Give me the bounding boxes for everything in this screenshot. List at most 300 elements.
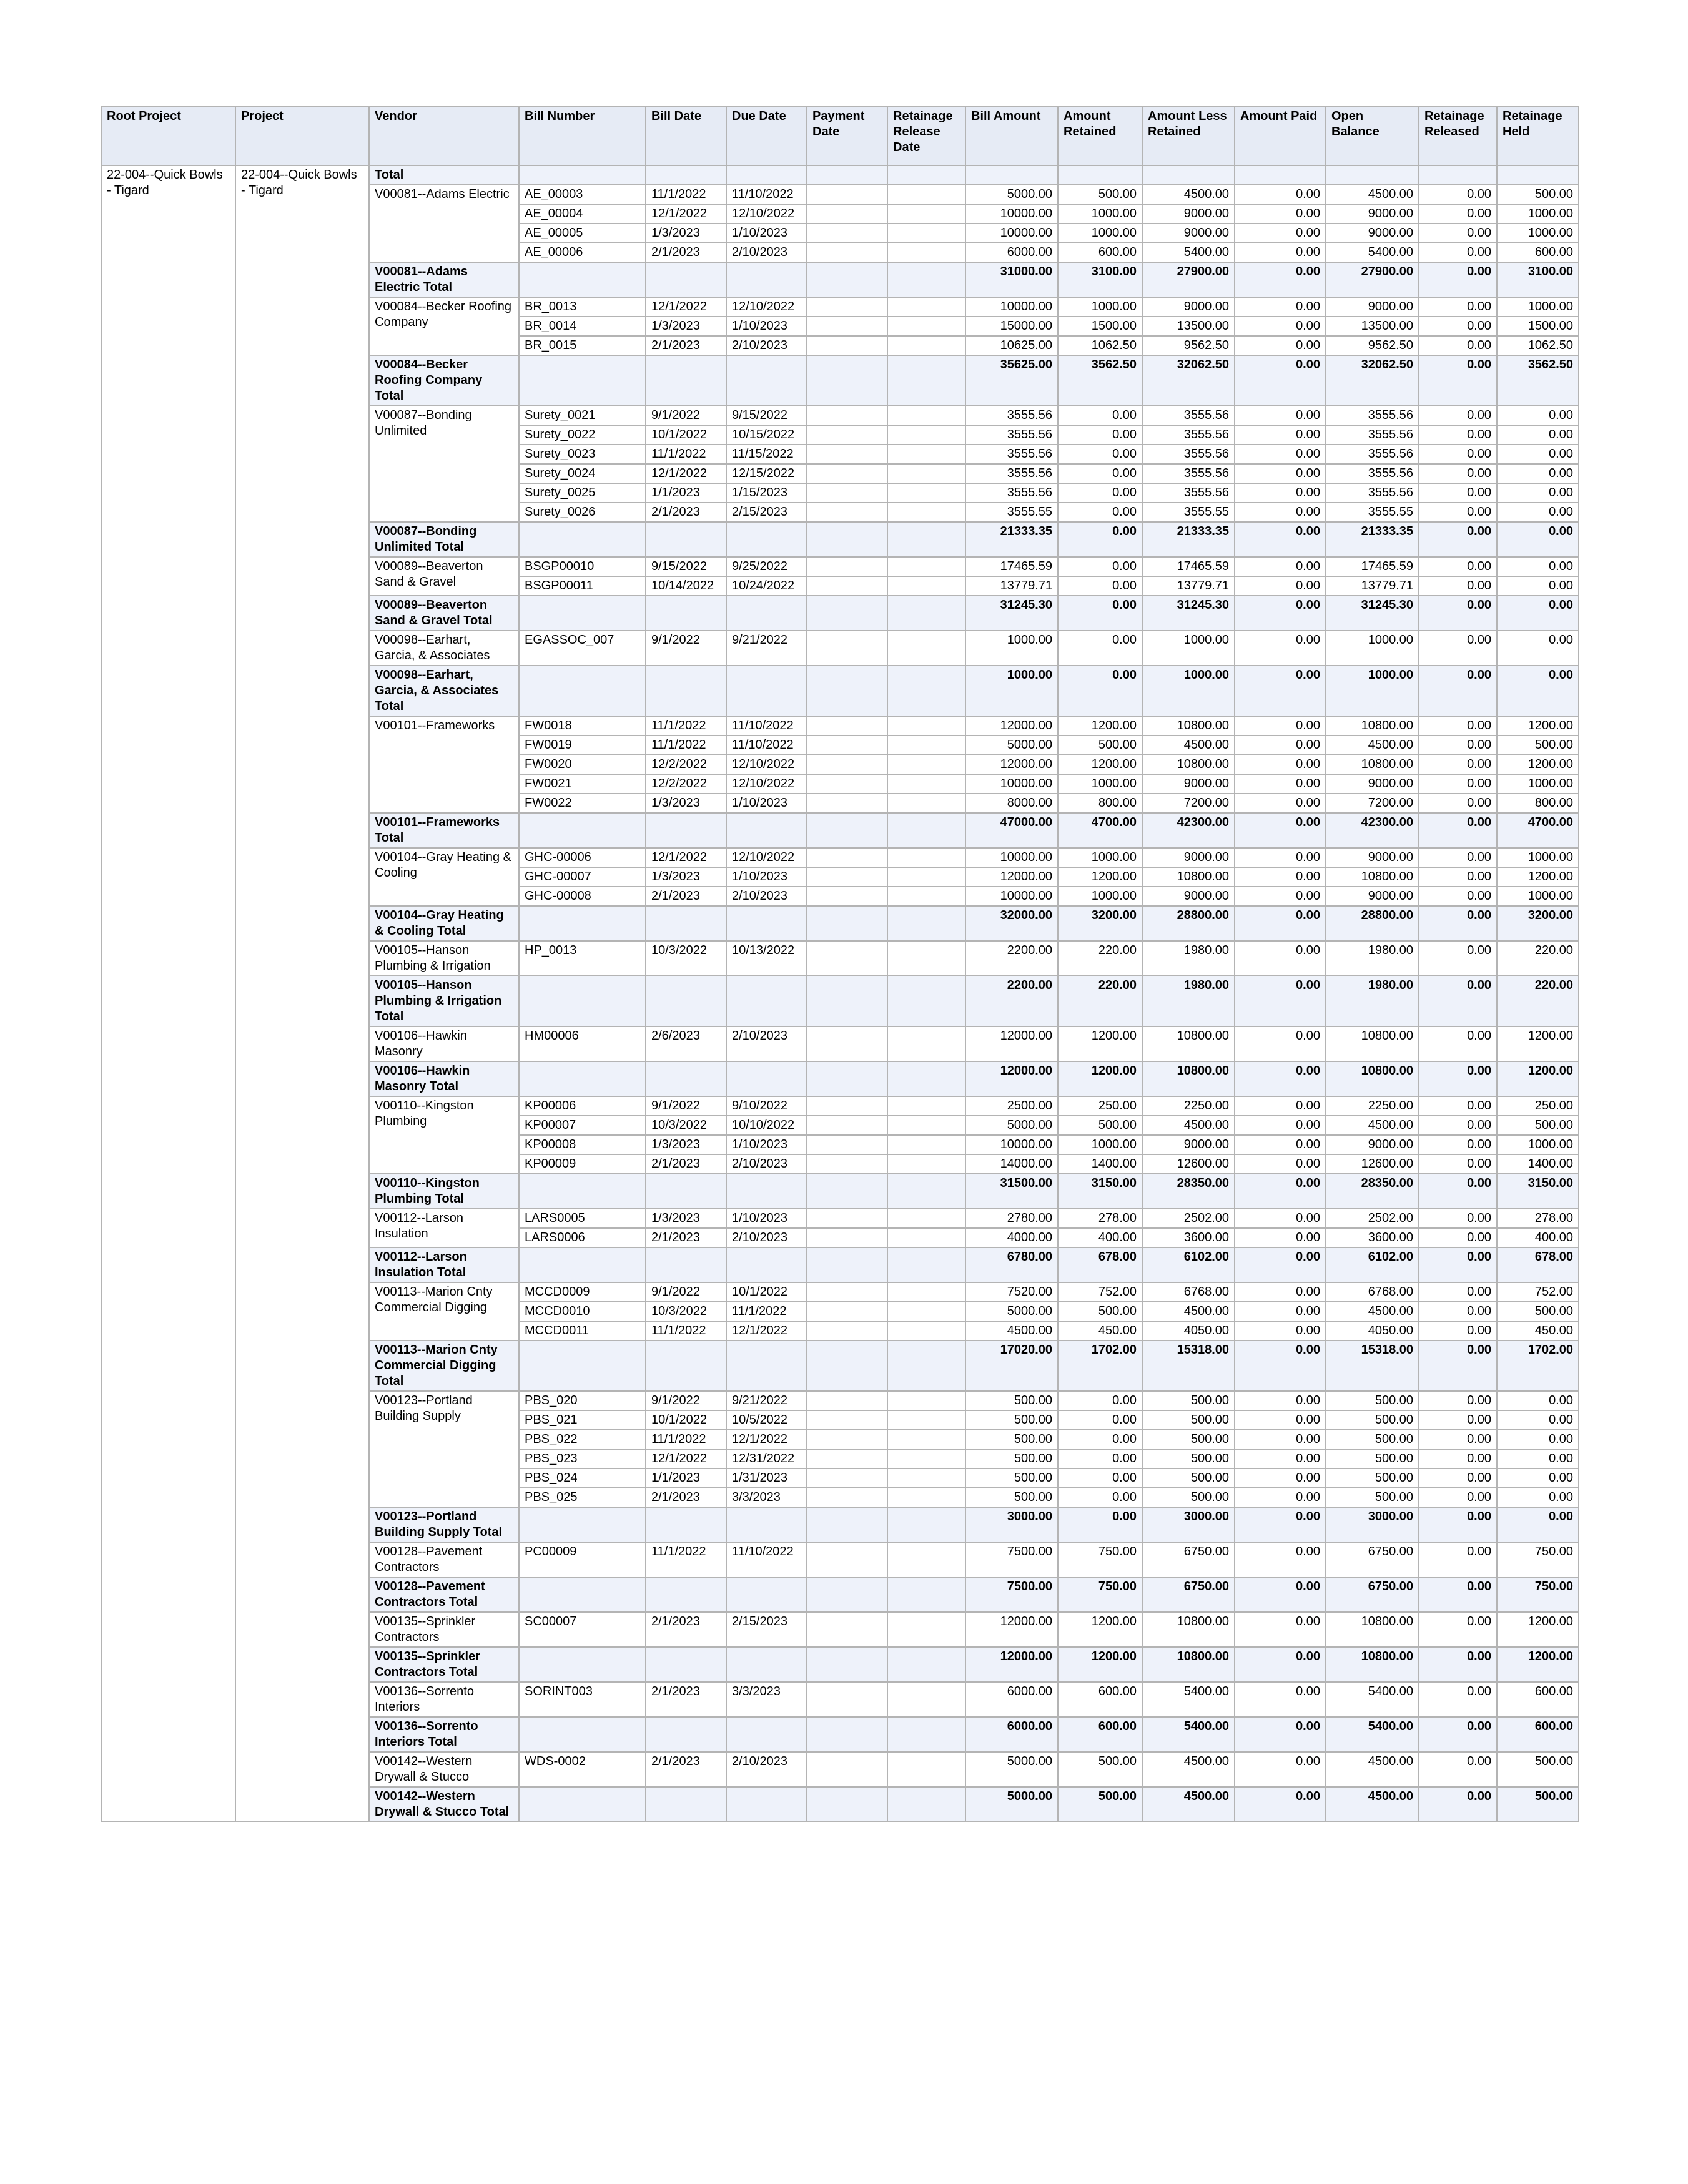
amount-paid-cell: 0.00: [1235, 1449, 1326, 1468]
retainage-held-cell: 800.00: [1497, 794, 1579, 813]
bill-amount-cell: 10000.00: [965, 848, 1058, 867]
empty-cell: [519, 522, 646, 557]
amount-retained-cell: 0.00: [1058, 557, 1142, 576]
open-balance-cell: 3555.56: [1326, 483, 1419, 503]
bill-date-cell: 9/1/2022: [646, 631, 726, 666]
vendor-name-cell: V00105--Hanson Plumbing & Irrigation: [369, 941, 519, 976]
retainage-held-cell: 1000.00: [1497, 774, 1579, 794]
bill-amount-cell: 6000.00: [965, 243, 1058, 262]
empty-cell: [807, 666, 887, 716]
bill-number-cell: BR_0015: [519, 336, 646, 355]
bill-number-cell: PBS_023: [519, 1449, 646, 1468]
due-date-cell: 11/1/2022: [726, 1302, 807, 1321]
bill-date-cell: 11/1/2022: [646, 716, 726, 735]
amount-retained-cell: 1062.50: [1058, 336, 1142, 355]
retainage-released-cell: 0.00: [1419, 1612, 1497, 1647]
bill-amount-cell: 3555.56: [965, 406, 1058, 425]
open-balance-cell: 9000.00: [1326, 224, 1419, 243]
amount-paid-cell: 0.00: [1235, 848, 1326, 867]
payment-date-cell: [807, 1682, 887, 1717]
payment-date-cell: [807, 631, 887, 666]
amount-less-retained-cell: 4050.00: [1142, 1321, 1235, 1340]
amount-retained-cell: 250.00: [1058, 1096, 1142, 1116]
retainage-released-cell: 0.00: [1419, 1321, 1497, 1340]
amount-paid-total: 0.00: [1235, 1577, 1326, 1612]
amount-paid-cell: 0.00: [1235, 1154, 1326, 1174]
amount-retained-cell: 1400.00: [1058, 1154, 1142, 1174]
vendor-total-label: V00113--Marion Cnty Commercial Digging Total: [369, 1340, 519, 1391]
bill-amount-cell: 5000.00: [965, 1116, 1058, 1135]
amount-retained-cell: 0.00: [1058, 1410, 1142, 1430]
retainage-released-total: 0.00: [1419, 355, 1497, 406]
retainage-released-cell: 0.00: [1419, 941, 1497, 976]
vendor-name-cell: V00128--Pavement Contractors: [369, 1542, 519, 1577]
amount-less-retained-cell: 10800.00: [1142, 867, 1235, 887]
bill-amount-cell: 12000.00: [965, 1026, 1058, 1061]
amount-less-retained-cell: 500.00: [1142, 1468, 1235, 1488]
bill-number-cell: FW0019: [519, 735, 646, 755]
bill-number-cell: PBS_024: [519, 1468, 646, 1488]
bill-date-cell: 2/1/2023: [646, 1488, 726, 1507]
bill-date-cell: 1/3/2023: [646, 867, 726, 887]
bill-number-cell: KP00007: [519, 1116, 646, 1135]
due-date-cell: 11/10/2022: [726, 1542, 807, 1577]
bill-number-cell: AE_00006: [519, 243, 646, 262]
amount-paid-cell: 0.00: [1235, 735, 1326, 755]
open-balance-total: 21333.35: [1326, 522, 1419, 557]
due-date-cell: 10/24/2022: [726, 576, 807, 596]
due-date-cell: 11/15/2022: [726, 445, 807, 464]
open-balance-cell: 13779.71: [1326, 576, 1419, 596]
open-balance-cell: 500.00: [1326, 1391, 1419, 1410]
retainage-released-cell: 0.00: [1419, 483, 1497, 503]
amount-paid-total: 0.00: [1235, 1061, 1326, 1096]
amount-retained-total: 220.00: [1058, 976, 1142, 1026]
bill-retainage-report-table: [101, 106, 1579, 1822]
bill-amount-cell: 500.00: [965, 1449, 1058, 1468]
bill-number-cell: FW0022: [519, 794, 646, 813]
bill-amount-cell: 7500.00: [965, 1542, 1058, 1577]
amount-retained-cell: 500.00: [1058, 735, 1142, 755]
bill-amount-cell: 5000.00: [965, 1302, 1058, 1321]
amount-paid-cell: 0.00: [1235, 297, 1326, 317]
payment-date-cell: [807, 1488, 887, 1507]
open-balance-total: 4500.00: [1326, 1787, 1419, 1822]
column-header-due-date[interactable]: Due Date: [726, 107, 807, 165]
due-date-cell: 2/10/2023: [726, 1752, 807, 1787]
bill-date-cell: 2/1/2023: [646, 1612, 726, 1647]
retainage-released-cell: 0.00: [1419, 1430, 1497, 1449]
amount-retained-total: 3100.00: [1058, 262, 1142, 297]
payment-date-cell: [807, 224, 887, 243]
bill-number-cell: EGASSOC_007: [519, 631, 646, 666]
retainage-release-date-cell: [887, 1391, 965, 1410]
due-date-cell: 1/10/2023: [726, 794, 807, 813]
open-balance-total: 10800.00: [1326, 1061, 1419, 1096]
empty-cell: [519, 906, 646, 941]
amount-retained-total: 3150.00: [1058, 1174, 1142, 1209]
amount-paid-cell: 0.00: [1235, 1391, 1326, 1410]
amount-retained-cell: 0.00: [1058, 1488, 1142, 1507]
bill-amount-cell: 15000.00: [965, 317, 1058, 336]
retainage-held-cell: 400.00: [1497, 1228, 1579, 1247]
amount-retained-total: 1200.00: [1058, 1647, 1142, 1682]
retainage-released-cell: 0.00: [1419, 1682, 1497, 1717]
column-header-root-project[interactable]: Root Project: [101, 107, 235, 165]
amount-paid-cell: 0.00: [1235, 1116, 1326, 1135]
retainage-release-date-cell: [887, 297, 965, 317]
amount-retained-cell: 1000.00: [1058, 774, 1142, 794]
retainage-released-cell: 0.00: [1419, 576, 1497, 596]
amount-less-retained-total: 10800.00: [1142, 1061, 1235, 1096]
amount-retained-cell: 750.00: [1058, 1542, 1142, 1577]
retainage-release-date-cell: [887, 1612, 965, 1647]
payment-date-cell: [807, 204, 887, 224]
column-header-project[interactable]: Project: [235, 107, 369, 165]
amount-retained-cell: 600.00: [1058, 1682, 1142, 1717]
amount-retained-cell: 450.00: [1058, 1321, 1142, 1340]
empty-cell: [726, 666, 807, 716]
empty-cell: [726, 1061, 807, 1096]
empty-cell: [726, 355, 807, 406]
empty-cell: [519, 1174, 646, 1209]
empty-cell: [519, 813, 646, 848]
amount-paid-cell: 0.00: [1235, 1135, 1326, 1154]
retainage-released-total: 0.00: [1419, 1507, 1497, 1542]
vendor-total-label: V00081--Adams Electric Total: [369, 262, 519, 297]
column-header-bill-amount[interactable]: Bill Amount: [965, 107, 1058, 165]
amount-paid-cell: 0.00: [1235, 406, 1326, 425]
bill-amount-cell: 10000.00: [965, 1135, 1058, 1154]
bill-amount-cell: 5000.00: [965, 1752, 1058, 1787]
retainage-held-cell: 0.00: [1497, 1410, 1579, 1430]
bill-amount-cell: 6000.00: [965, 1682, 1058, 1717]
bill-amount-cell: 10000.00: [965, 297, 1058, 317]
amount-less-retained-total: 1980.00: [1142, 976, 1235, 1026]
column-header-bill-date[interactable]: Bill Date: [646, 107, 726, 165]
empty-cell: [646, 165, 726, 185]
bill-date-cell: 2/1/2023: [646, 1682, 726, 1717]
empty-cell: [519, 1247, 646, 1282]
bill-amount-cell: 17465.59: [965, 557, 1058, 576]
retainage-held-cell: 0.00: [1497, 503, 1579, 522]
due-date-cell: 12/1/2022: [726, 1321, 807, 1340]
open-balance-cell: 7200.00: [1326, 794, 1419, 813]
amount-retained-cell: 1200.00: [1058, 867, 1142, 887]
retainage-held-cell: 0.00: [1497, 576, 1579, 596]
retainage-held-cell: 0.00: [1497, 1468, 1579, 1488]
retainage-release-date-cell: [887, 631, 965, 666]
column-header-amount-paid[interactable]: Amount Paid: [1235, 107, 1326, 165]
empty-cell: [726, 976, 807, 1026]
retainage-released-total: 0.00: [1419, 1577, 1497, 1612]
amount-paid-cell: 0.00: [1235, 204, 1326, 224]
payment-date-cell: [807, 755, 887, 774]
amount-paid-cell: 0.00: [1235, 867, 1326, 887]
bill-amount-cell: 13779.71: [965, 576, 1058, 596]
empty-cell: [807, 813, 887, 848]
bill-amount-cell: 12000.00: [965, 716, 1058, 735]
retainage-held-total: 220.00: [1497, 976, 1579, 1026]
due-date-cell: 2/10/2023: [726, 1026, 807, 1061]
due-date-cell: 9/21/2022: [726, 1391, 807, 1410]
empty-cell: [887, 522, 965, 557]
bill-amount-cell: 4000.00: [965, 1228, 1058, 1247]
retainage-released-cell: 0.00: [1419, 445, 1497, 464]
empty-cell: [646, 1247, 726, 1282]
bill-number-cell: BR_0013: [519, 297, 646, 317]
open-balance-cell: 500.00: [1326, 1449, 1419, 1468]
column-header-open-balance[interactable]: Open Balance: [1326, 107, 1419, 165]
vendor-name-cell: V00106--Hawkin Masonry: [369, 1026, 519, 1061]
due-date-cell: 2/10/2023: [726, 243, 807, 262]
amount-paid-cell: 0.00: [1235, 716, 1326, 735]
amount-paid-cell: 0.00: [1235, 317, 1326, 336]
empty-cell: [887, 1717, 965, 1752]
retainage-held-cell: 0.00: [1497, 1449, 1579, 1468]
retainage-released-cell: 0.00: [1419, 204, 1497, 224]
payment-date-cell: [807, 243, 887, 262]
open-balance-cell: 500.00: [1326, 1468, 1419, 1488]
amount-less-retained-cell: 9000.00: [1142, 1135, 1235, 1154]
amount-less-retained-cell: 12600.00: [1142, 1154, 1235, 1174]
retainage-released-total: 0.00: [1419, 813, 1497, 848]
bill-date-cell: 10/3/2022: [646, 941, 726, 976]
empty-cell: [726, 522, 807, 557]
open-balance-cell: 4500.00: [1326, 185, 1419, 204]
grand-total-row: [101, 165, 1579, 185]
amount-retained-total: 0.00: [1058, 1507, 1142, 1542]
root-project-cell: 22-004--Quick Bowls - Tigard: [101, 165, 235, 1822]
vendor-total-label: V00142--Western Drywall & Stucco Total: [369, 1787, 519, 1822]
vendor-total-label: V00084--Becker Roofing Company Total: [369, 355, 519, 406]
payment-date-cell: [807, 1391, 887, 1410]
project-cell: 22-004--Quick Bowls - Tigard: [235, 165, 369, 1822]
retainage-released-cell: 0.00: [1419, 887, 1497, 906]
bill-number-cell: SC00007: [519, 1612, 646, 1647]
due-date-cell: 2/10/2023: [726, 336, 807, 355]
amount-retained-cell: 1000.00: [1058, 204, 1142, 224]
bill-amount-cell: 2500.00: [965, 1096, 1058, 1116]
amount-paid-cell: 0.00: [1235, 576, 1326, 596]
amount-less-retained-cell: 6750.00: [1142, 1542, 1235, 1577]
retainage-released-total: 0.00: [1419, 262, 1497, 297]
retainage-held-cell: 1200.00: [1497, 1612, 1579, 1647]
amount-less-retained-cell: 1980.00: [1142, 941, 1235, 976]
open-balance-cell: 500.00: [1326, 1410, 1419, 1430]
retainage-released-cell: 0.00: [1419, 224, 1497, 243]
retainage-release-date-cell: [887, 464, 965, 483]
column-header-vendor[interactable]: Vendor: [369, 107, 519, 165]
amount-retained-cell: 0.00: [1058, 1430, 1142, 1449]
amount-paid-cell: 0.00: [1235, 425, 1326, 445]
amount-less-retained-total: 1000.00: [1142, 666, 1235, 716]
retainage-held-cell: 750.00: [1497, 1542, 1579, 1577]
amount-less-retained-cell: 10800.00: [1142, 1026, 1235, 1061]
bill-number-cell: PBS_025: [519, 1488, 646, 1507]
column-header-bill-number[interactable]: Bill Number: [519, 107, 646, 165]
empty-cell: [646, 906, 726, 941]
retainage-released-total: 0.00: [1419, 1247, 1497, 1282]
due-date-cell: 9/25/2022: [726, 557, 807, 576]
bill-amount-total: 17020.00: [965, 1340, 1058, 1391]
amount-less-retained-cell: 3555.55: [1142, 503, 1235, 522]
amount-less-retained-cell: 4500.00: [1142, 1116, 1235, 1135]
bill-amount-cell: 1000.00: [965, 631, 1058, 666]
retainage-release-date-cell: [887, 774, 965, 794]
payment-date-cell: [807, 1430, 887, 1449]
amount-paid-cell: 0.00: [1235, 794, 1326, 813]
empty-cell: [519, 262, 646, 297]
bill-number-cell: KP00006: [519, 1096, 646, 1116]
bill-number-cell: KP00008: [519, 1135, 646, 1154]
bill-amount-cell: 3555.56: [965, 445, 1058, 464]
amount-paid-total: 0.00: [1235, 596, 1326, 631]
bill-amount-cell: 5000.00: [965, 185, 1058, 204]
retainage-held-cell: 1500.00: [1497, 317, 1579, 336]
empty-cell: [807, 1061, 887, 1096]
amount-retained-cell: 1500.00: [1058, 317, 1142, 336]
amount-less-retained-cell: 13779.71: [1142, 576, 1235, 596]
vendor-name-cell: V00098--Earhart, Garcia, & Associates: [369, 631, 519, 666]
empty-cell: [646, 596, 726, 631]
due-date-cell: 10/13/2022: [726, 941, 807, 976]
retainage-release-date-cell: [887, 1682, 965, 1717]
empty-cell: [646, 355, 726, 406]
empty-cell: [807, 1247, 887, 1282]
retainage-release-date-cell: [887, 1430, 965, 1449]
retainage-held-total: 1702.00: [1497, 1340, 1579, 1391]
empty-cell: [1419, 165, 1497, 185]
vendor-total-label: V00105--Hanson Plumbing & Irrigation Total: [369, 976, 519, 1026]
amount-paid-total: 0.00: [1235, 355, 1326, 406]
retainage-held-total: 0.00: [1497, 666, 1579, 716]
amount-retained-cell: 1000.00: [1058, 224, 1142, 243]
bill-date-cell: 11/1/2022: [646, 445, 726, 464]
amount-retained-cell: 220.00: [1058, 941, 1142, 976]
retainage-released-cell: 0.00: [1419, 1752, 1497, 1787]
amount-paid-cell: 0.00: [1235, 1282, 1326, 1302]
bill-number-cell: PBS_020: [519, 1391, 646, 1410]
bill-number-cell: PC00009: [519, 1542, 646, 1577]
column-header-retainage-released[interactable]: Retainage Released: [1419, 107, 1497, 165]
payment-date-cell: [807, 464, 887, 483]
retainage-held-cell: 220.00: [1497, 941, 1579, 976]
bill-date-cell: 2/6/2023: [646, 1026, 726, 1061]
bill-amount-total: 1000.00: [965, 666, 1058, 716]
retainage-release-date-cell: [887, 224, 965, 243]
payment-date-cell: [807, 887, 887, 906]
open-balance-cell: 5400.00: [1326, 1682, 1419, 1717]
amount-retained-cell: 0.00: [1058, 576, 1142, 596]
open-balance-cell: 4500.00: [1326, 735, 1419, 755]
vendor-name-cell: V00136--Sorrento Interiors: [369, 1682, 519, 1717]
bill-amount-cell: 10625.00: [965, 336, 1058, 355]
amount-paid-cell: 0.00: [1235, 1542, 1326, 1577]
retainage-released-cell: 0.00: [1419, 1468, 1497, 1488]
payment-date-cell: [807, 406, 887, 425]
bill-number-cell: BR_0014: [519, 317, 646, 336]
retainage-released-total: 0.00: [1419, 1717, 1497, 1752]
bill-number-cell: WDS-0002: [519, 1752, 646, 1787]
bill-amount-total: 3000.00: [965, 1507, 1058, 1542]
retainage-held-cell: 500.00: [1497, 1302, 1579, 1321]
column-header-retainage-held[interactable]: Retainage Held: [1497, 107, 1579, 165]
amount-retained-cell: 0.00: [1058, 406, 1142, 425]
amount-paid-cell: 0.00: [1235, 1468, 1326, 1488]
bill-date-cell: 10/3/2022: [646, 1302, 726, 1321]
amount-retained-cell: 0.00: [1058, 1468, 1142, 1488]
retainage-released-cell: 0.00: [1419, 185, 1497, 204]
empty-cell: [887, 1787, 965, 1822]
retainage-released-cell: 0.00: [1419, 503, 1497, 522]
open-balance-cell: 9000.00: [1326, 774, 1419, 794]
amount-less-retained-cell: 2250.00: [1142, 1096, 1235, 1116]
column-header-amount-retained[interactable]: Amount Retained: [1058, 107, 1142, 165]
amount-retained-cell: 1200.00: [1058, 1026, 1142, 1061]
bill-number-cell: MCCD0011: [519, 1321, 646, 1340]
payment-date-cell: [807, 557, 887, 576]
due-date-cell: 11/10/2022: [726, 735, 807, 755]
amount-paid-cell: 0.00: [1235, 1302, 1326, 1321]
payment-date-cell: [807, 483, 887, 503]
open-balance-cell: 9000.00: [1326, 204, 1419, 224]
column-header-amount-less-retained[interactable]: Amount Less Retained: [1142, 107, 1235, 165]
bill-amount-total: 21333.35: [965, 522, 1058, 557]
retainage-released-cell: 0.00: [1419, 774, 1497, 794]
empty-cell: [887, 1577, 965, 1612]
retainage-held-total: 678.00: [1497, 1247, 1579, 1282]
amount-retained-cell: 800.00: [1058, 794, 1142, 813]
bill-date-cell: 1/3/2023: [646, 224, 726, 243]
retainage-held-cell: 1200.00: [1497, 716, 1579, 735]
retainage-held-total: 0.00: [1497, 596, 1579, 631]
column-header-payment-date[interactable]: Payment Date: [807, 107, 887, 165]
due-date-cell: 2/10/2023: [726, 1228, 807, 1247]
retainage-release-date-cell: [887, 794, 965, 813]
retainage-held-cell: 0.00: [1497, 557, 1579, 576]
bill-number-cell: Surety_0024: [519, 464, 646, 483]
amount-paid-total: 0.00: [1235, 1717, 1326, 1752]
bill-date-cell: 2/1/2023: [646, 1154, 726, 1174]
retainage-held-cell: 0.00: [1497, 406, 1579, 425]
retainage-release-date-cell: [887, 1449, 965, 1468]
amount-less-retained-cell: 5400.00: [1142, 1682, 1235, 1717]
amount-less-retained-cell: 3555.56: [1142, 483, 1235, 503]
retainage-release-date-cell: [887, 317, 965, 336]
vendor-name-cell: V00081--Adams Electric: [369, 185, 519, 262]
amount-retained-total: 500.00: [1058, 1787, 1142, 1822]
amount-paid-total: 0.00: [1235, 1507, 1326, 1542]
amount-less-retained-total: 32062.50: [1142, 355, 1235, 406]
retainage-held-cell: 500.00: [1497, 185, 1579, 204]
bill-date-cell: 9/1/2022: [646, 1391, 726, 1410]
due-date-cell: 1/10/2023: [726, 224, 807, 243]
open-balance-total: 3000.00: [1326, 1507, 1419, 1542]
amount-paid-total: 0.00: [1235, 976, 1326, 1026]
bill-number-cell: HP_0013: [519, 941, 646, 976]
retainage-release-date-cell: [887, 716, 965, 735]
column-header-retainage-release-date[interactable]: Retainage Release Date: [887, 107, 965, 165]
retainage-release-date-cell: [887, 1321, 965, 1340]
amount-less-retained-cell: 4500.00: [1142, 1752, 1235, 1787]
due-date-cell: 11/10/2022: [726, 716, 807, 735]
amount-less-retained-total: 6102.00: [1142, 1247, 1235, 1282]
empty-cell: [519, 165, 646, 185]
bill-amount-total: 47000.00: [965, 813, 1058, 848]
due-date-cell: 12/10/2022: [726, 755, 807, 774]
due-date-cell: 10/5/2022: [726, 1410, 807, 1430]
